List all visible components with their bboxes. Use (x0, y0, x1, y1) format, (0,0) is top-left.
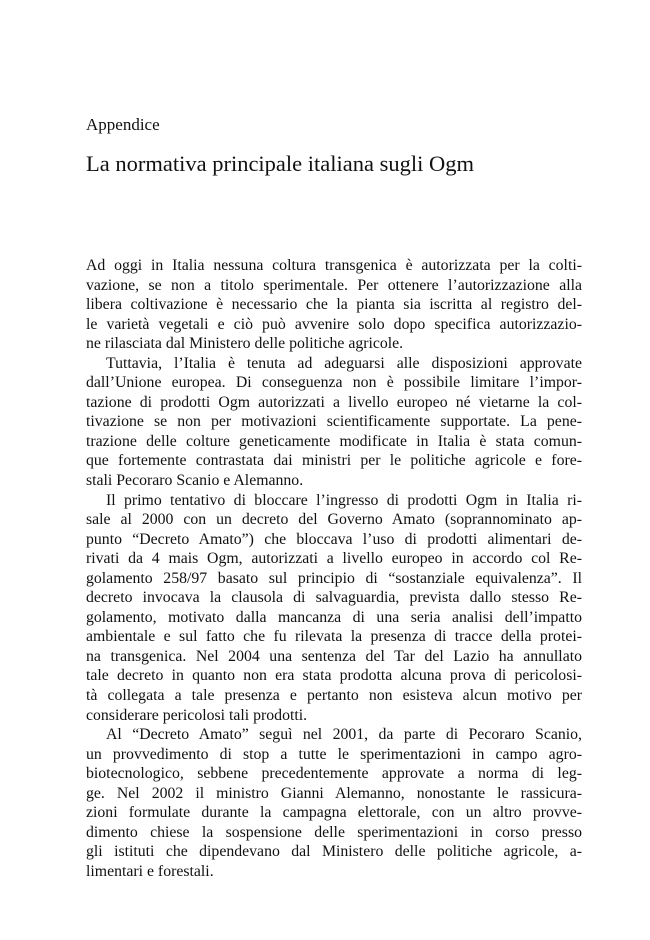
text-line: zioni formulate durante la campagna elettorale, con un altro provve- (86, 804, 582, 822)
text-line: stali Pecoraro Scanio e Alemanno. (86, 472, 304, 490)
text-line: biotecnologico, sebbene precedentemente approvate a norma di leg- (86, 765, 582, 783)
text-line: ge. Nel 2002 il ministro Gianni Alemanno, nonostante le rassicura- (86, 784, 582, 802)
text-line: un provvedimento di stop a tutte le sperimentazioni in campo agro- (86, 745, 582, 763)
text-line: Tuttavia, l’Italia è tenuta ad adeguarsi alle disposizioni approvate (106, 354, 582, 372)
text-line: decreto invocava la clausola di salvaguardia, prevista dallo stesso Re- (86, 589, 582, 607)
text-line: golamento, motivato dalla mancanza di una seria analisi dell’impatto (86, 608, 582, 626)
chapter-title: La normativa principale italiana sugli Ogm (86, 151, 475, 176)
text-line: rivati da 4 mais Ogm, autorizzati a livello europeo in accordo col Re- (86, 550, 582, 568)
text-line: Al “Decreto Amato” seguì nel 2001, da parte di Pecoraro Scanio, (106, 726, 582, 744)
paragraph-4 (86, 725, 582, 881)
text-line: sale al 2000 con un decreto del Governo Amato (soprannominato ap- (86, 511, 582, 529)
text-line: ambientale e sul fatto che fu rilevata la presenza di tracce della protei- (86, 628, 582, 646)
text-line: dimento chiese la sospensione delle sperimentazioni in corso presso (86, 823, 582, 841)
text-line: le varietà vegetali e ciò può avvenire solo dopo specifica autorizzazio- (86, 315, 582, 333)
text-line: tivazione se non per motivazioni scientificamente supportate. La pene- (86, 413, 582, 431)
text-line: libera coltivazione è necessario che la pianta sia iscritta al registro del- (86, 296, 582, 314)
text-line: trazione delle colture geneticamente modificate in Italia è stata comun- (86, 432, 582, 450)
text-line: limentari e forestali. (86, 862, 214, 880)
text-line: tà collegata a tale presenza e pertanto non esisteva alcun motivo per (86, 687, 582, 705)
text-line: golamento 258/97 basato sul principio di “sostanziale equivalenza”. Il (86, 569, 582, 587)
paragraph-1 (86, 256, 582, 354)
text-line: punto “Decreto Amato”) che bloccava l’uso di prodotti alimentari de- (86, 530, 582, 548)
text-line: na transgenica. Nel 2004 una sentenza del Tar del Lazio ha annullato (86, 647, 582, 665)
text-line: Il primo tentativo di bloccare l’ingresso di prodotti Ogm in Italia ri- (106, 491, 582, 509)
paragraph-2 (86, 354, 582, 491)
section-label: Appendice (86, 115, 160, 134)
text-line: tale decreto in quanto non era stata prodotta alcuna prova di pericolosi- (86, 667, 582, 685)
body-text (86, 256, 582, 882)
paragraph-3 (86, 491, 582, 726)
text-line: que fortemente contrastata dai ministri per le politiche agricole e fore- (86, 452, 582, 470)
text-line: ne rilasciata dal Ministero delle politiche agricole. (86, 335, 404, 353)
text-line: gli istituti che dipendevano dal Ministero delle politiche agricole, a- (86, 843, 582, 861)
text-line: considerare pericolosi tali prodotti. (86, 706, 308, 724)
text-line: tazione di prodotti Ogm autorizzati a livello europeo né vietarne la col- (86, 393, 582, 411)
text-line: Ad oggi in Italia nessuna coltura transgenica è autorizzata per la colti- (86, 257, 582, 274)
text-line: vazione, se non a titolo sperimentale. Per ottenere l’autorizzazione alla (86, 276, 582, 294)
text-line: dall’Unione europea. Di conseguenza non è possibile limitare l’impor- (86, 374, 582, 392)
